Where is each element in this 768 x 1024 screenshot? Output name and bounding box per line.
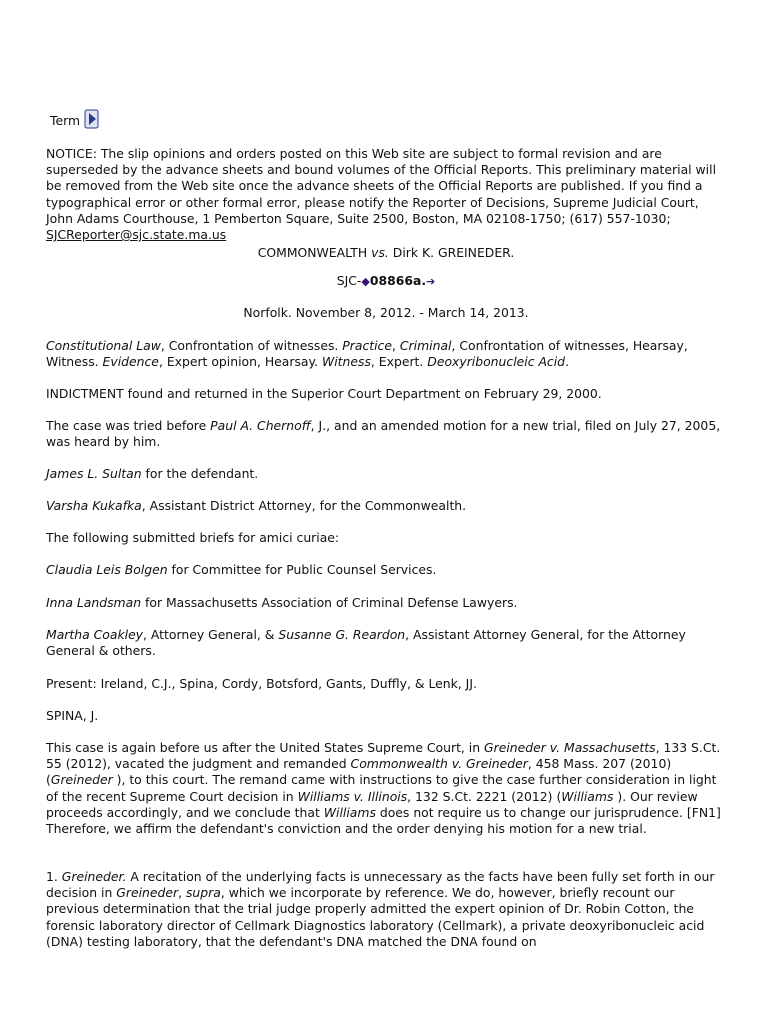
present-justices: Present: Ireland, C.J., Spina, Cordy, Botsford, Gants, Duffly, & Lenk, JJ. [46,676,477,691]
amicus-cpcs: Claudia Leis Bolgen for Committee for Public Counsel Services. [46,562,437,577]
reporter-email-link[interactable]: SJCReporter@sjc.state.ma.us [46,227,227,243]
amicus-macdl: Inna Landsman for Massachusetts Association of Criminal Defense Lawyers. [46,595,518,610]
term-nav[interactable] [50,109,100,129]
term-label: Term [50,112,81,128]
case-title: COMMONWEALTH vs. Dirk K. GREINEDER. [257,245,515,260]
notice-text: NOTICE: The slip opinions and orders posted on this Web site are subject to formal revision and are superseded by the advance sheets and bound volumes of the Official Reports. This preliminary material will be removed from the Web site once the advance sheets of the Official Reports are published. If you find a typographical error or other formal error, please notify the Reporter of Decisions, Supreme Judicial Court, John Adams Courthouse, 1 Pemberton Square, Suite 2500, Boston, MA 02108-1750; (617) 557-1030; [46,146,717,226]
next-arrow-icon[interactable] [84,109,100,129]
opinion-paragraph-2: 1. Greineder. A recitation of the underlying facts is unnecessary as the facts have been fully set forth in our decision in Greineder, supra, which we incorporate by reference. We do, however, briefly recount our previous determination that the trial judge properly admitted the expert opinion of Dr. Robin Cotton, the forensic laboratory director of Cellmark Diagnostics laboratory (Cellmark), a private deoxyribonucleic acid (DNA) testing laboratory, that the defendant's DNA matched the DNA found on [46,869,715,949]
amici-intro: The following submitted briefs for amici curiae: [46,530,340,545]
trial-judge: Paul A. Chernoff [210,418,311,433]
amicus-attorney-general: Martha Coakley, Attorney General, & Susanne G. Reardon, Assistant Attorney General, for the Attorney General & others. [46,627,686,659]
trial-paragraph: The case was tried before Paul A. Chernoff, J., and an amended motion for a new trial, filed on July 27, 2005, was heard by him. [46,418,721,450]
notice-paragraph [46,146,726,243]
opinion-author: SPINA, J. [46,708,99,723]
commonwealth-counsel: Varsha Kukafka, Assistant District Attorney, for the Commonwealth. [46,498,467,513]
indictment-paragraph: INDICTMENT found and returned in the Superior Court Department on February 29, 2000. [46,386,602,401]
headnote: Constitutional Law, Confrontation of witnesses. Practice, Criminal, Confrontation of witnesses, Hearsay, Witness. Evidence, Expert opinion, Hearsay. Witness, Expert. Deoxyribonucleic Acid. [46,338,688,370]
sjc-number: 08866a. [369,273,427,288]
left-arrow-icon: ◆ [361,275,370,288]
right-arrow-icon: ➔ [426,275,436,288]
defense-counsel: James L. Sultan for the defendant. [46,466,259,481]
opinion-paragraph-1: This case is again before us after the United States Supreme Court, in Greineder v. Massachusetts, 133 S.Ct. 55 (2012), vacated the judgment and remanded Commonwealth v. Greineder, 458 Mass. 207 (2010) (Greineder ), to this court. The remand came with instructions to give the case further consideration in light of the recent Supreme Court decision in Williams v. Illinois, 132 S.Ct. 2221 (2012) (Williams ). Our review proceeds accordingly, and we conclude that Williams does not require us to change our jurisprudence. [FN1] Therefore, we affirm the defendant's conviction and the order denying his motion for a new trial. [46,740,721,837]
sjc-docket: SJC-◆08866a.➔ [336,273,436,288]
case-dates: Norfolk. November 8, 2012. - March 14, 2013. [243,305,529,320]
